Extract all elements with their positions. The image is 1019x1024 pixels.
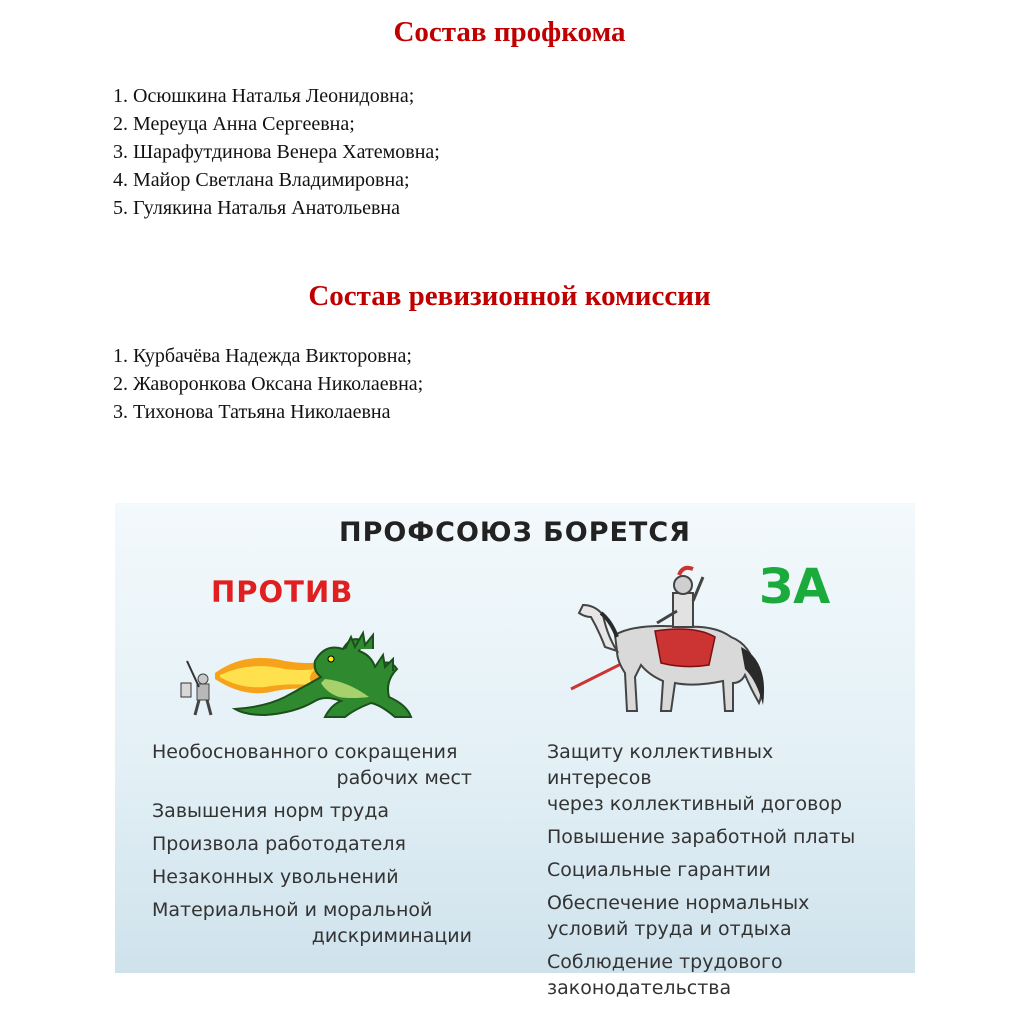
profcom-member-list <box>113 82 440 222</box>
list-item: 1. Осюшкина Наталья Леонидовна; <box>113 85 415 107</box>
union-poster <box>115 503 915 999</box>
for-list <box>547 739 877 1008</box>
list-item: 5. Гулякина Наталья Анатольевна <box>113 197 400 219</box>
list-item: 2. Мереуца Анна Сергеевна; <box>113 113 355 135</box>
list-item: 4. Майор Светлана Владимировна; <box>113 169 410 191</box>
list-item: 3. Тихонова Татьяна Николаевна <box>113 401 391 423</box>
list-item: 2. Жаворонкова Оксана Николаевна; <box>113 373 424 395</box>
list-item: Повышение заработной платы <box>547 826 856 848</box>
against-list <box>152 739 482 956</box>
revision-commission-title: Состав ревизионной комиссии <box>308 280 711 312</box>
list-item: Незаконных увольнений <box>152 866 399 888</box>
profcom-title: Состав профкома <box>393 16 626 48</box>
list-item: Обеспечение нормальных условий труда и отдыха <box>547 892 810 940</box>
list-item: Соблюдение трудового законодательства <box>547 951 783 999</box>
list-item: Защиту коллективных интересов через коллективный договор <box>547 741 843 815</box>
dragon-illustration <box>175 621 445 721</box>
poster-title: ПРОФСОЮЗ БОРЕТСЯ <box>339 517 691 548</box>
knight-on-horse-illustration <box>565 565 775 715</box>
list-item: Социальные гарантии <box>547 859 771 881</box>
list-item: Завышения норм труда <box>152 800 389 822</box>
list-item: 1. Курбачёва Надежда Викторовна; <box>113 345 412 367</box>
revision-member-list <box>113 342 423 426</box>
list-item: Необоснованного сокращения рабочих мест <box>152 741 472 789</box>
list-item: Произвола работодателя <box>152 833 406 855</box>
for-label: ЗА <box>759 559 831 615</box>
against-label: ПРОТИВ <box>211 575 354 609</box>
list-item: Материальной и моральной дискриминации <box>152 899 472 947</box>
list-item: 3. Шарафутдинова Венера Хатемовна; <box>113 141 440 163</box>
